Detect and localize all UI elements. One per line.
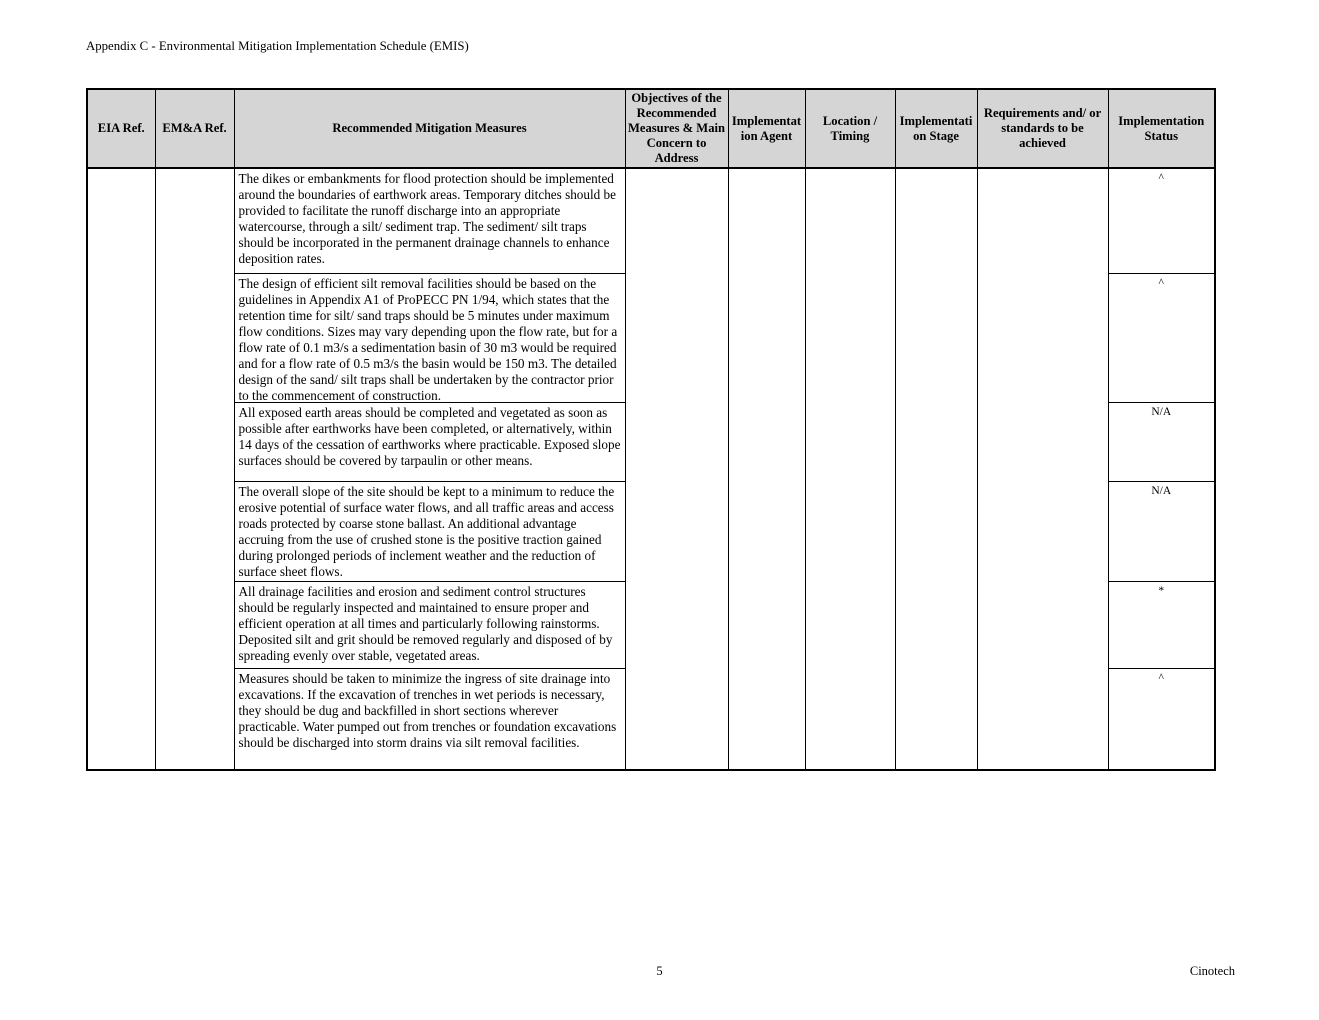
table-header-row: [87, 89, 1215, 168]
location-timing-cell: [805, 168, 895, 770]
implementation-status-value: N/A: [1109, 403, 1215, 482]
implementation-status-value: ^: [1109, 169, 1215, 274]
implementation-stage-cell: [895, 168, 977, 770]
emis-table: [86, 88, 1216, 771]
requirements-cell: [977, 168, 1108, 770]
measure-text: The design of efficient silt removal facilities should be based on the guidelines in Appendix A1 of ProPECC PN 1/94, which states that the retention time for silt/ sand traps should be 5 minutes under maximum flow conditions. Sizes may vary depending upon the flow rate, but for a flow rate of 0.1 m3/s a sedimentation basin of 30 m3 would be required and for a flow rate of 0.5 m3/s the basin would be 150 m3. The detailed design of the sand/ silt traps shall be undertaken by the contractor prior to the commencement of construction.: [235, 274, 625, 403]
column-header-location-timing: Location / Timing: [805, 89, 895, 168]
measure-text: The overall slope of the site should be kept to a minimum to reduce the erosive potential of surface water flows, and all traffic areas and access roads protected by coarse stone ballast. An additional advantage accruing from the use of crushed stone is the positive traction gained during prolonged periods of inclement weather and the reduction of surface sheet flows.: [235, 482, 625, 582]
column-header-eia-ref: EIA Ref.: [87, 89, 155, 168]
measure-text: All drainage facilities and erosion and sediment control structures should be regularly inspected and maintained to ensure proper and efficient operation at all times and particularly following rainstorms. Deposited silt and grit should be removed regularly and disposed of by spreading evenly over stable, vegetated areas.: [235, 582, 625, 669]
measures-cell-stack: [234, 168, 625, 770]
column-header-implementation-status: Implementation Status: [1108, 89, 1215, 168]
column-header-implementation-stage: Implementation Stage: [895, 89, 977, 168]
measure-text: The dikes or embankments for flood protection should be implemented around the boundaries of earthwork areas. Temporary ditches should be provided to facilitate the runoff discharge into an appropriate watercourse, through a silt/ sediment trap. The sediment/ silt traps should be incorporated in the permanent drainage channels to enhance deposition rates.: [235, 169, 625, 274]
measure-text: All exposed earth areas should be completed and vegetated as soon as possible after earthworks have been completed, or alternatively, within 14 days of the cessation of earthworks where practicable. Exposed slope surfaces should be covered by tarpaulin or other means.: [235, 403, 625, 482]
implementation-status-value: *: [1109, 582, 1215, 669]
status-cell-stack: [1108, 168, 1215, 770]
column-header-requirements-standards: Requirements and/ or standards to be achieved: [977, 89, 1108, 168]
measure-text: Measures should be taken to minimize the ingress of site drainage into excavations. If the excavation of trenches in wet periods is necessary, they should be dug and backfilled in short sections wherever practicable. Water pumped out from trenches or foundation excavations should be discharged into storm drains via silt removal facilities.: [238, 671, 617, 750]
footer-company: Cinotech: [1189, 964, 1235, 978]
ema-ref-cell: [155, 168, 234, 770]
column-header-recommended-mitigation-measures: Recommended Mitigation Measures: [234, 89, 625, 168]
appendix-title: Appendix C - Environmental Mitigation Implementation Schedule (EMIS): [86, 39, 469, 53]
objectives-cell: [625, 168, 728, 770]
implementation-status-value: ^: [1109, 274, 1215, 403]
implementation-status-value: ^: [1158, 672, 1164, 684]
page-number: 5: [656, 964, 663, 978]
eia-ref-cell: [87, 168, 155, 770]
implementation-status-value: N/A: [1109, 482, 1215, 582]
column-header-ema-ref: EM&A Ref.: [155, 89, 234, 168]
implementation-agent-cell: [728, 168, 805, 770]
column-header-objectives: Objectives of the Recommended Measures & Main Concern to Address: [625, 89, 728, 168]
column-header-implementation-agent: Implementation Agent: [728, 89, 805, 168]
table-body-row: [87, 168, 1215, 770]
